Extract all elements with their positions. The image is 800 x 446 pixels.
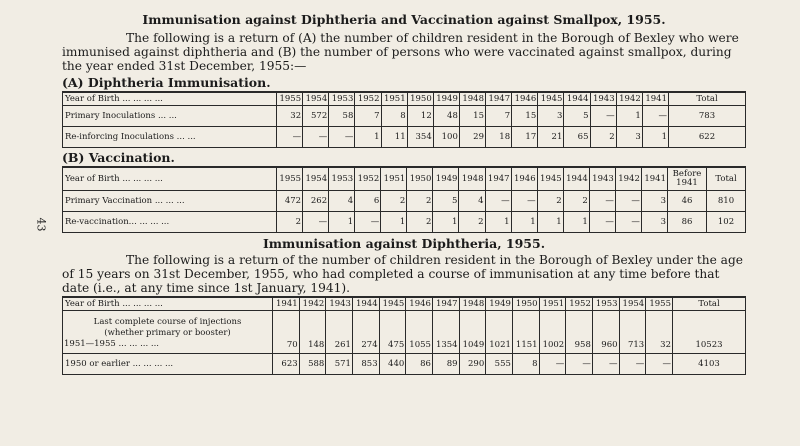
table-cell: 21 <box>538 126 564 147</box>
table-cell: 1151 <box>512 310 539 353</box>
total-header: Total <box>673 297 746 310</box>
table-cell: 65 <box>564 126 590 147</box>
before-1941-header: Before 1941 <box>668 167 707 191</box>
table-header-row <box>63 92 746 105</box>
year-header: 1950 <box>407 167 433 191</box>
year-header: 1946 <box>511 167 537 191</box>
year-header: 1947 <box>432 297 459 310</box>
table-cell: 1 <box>537 212 563 233</box>
year-header: 1945 <box>538 92 564 105</box>
table-cell: 7 <box>486 105 512 126</box>
year-header: 1952 <box>355 167 381 191</box>
year-header: 1953 <box>329 167 355 191</box>
table-cell: 958 <box>566 310 593 353</box>
year-header: 1955 <box>277 167 303 191</box>
table-cell: 2 <box>407 191 433 212</box>
table-cell: 12 <box>407 105 433 126</box>
section-b-heading: (B) Vaccination. <box>62 149 175 165</box>
table-cell: 58 <box>329 105 355 126</box>
table-cell: 15 <box>459 105 485 126</box>
section-c-heading: Immunisation against Diphtheria, 1955. <box>262 236 546 251</box>
table-cell: — <box>303 126 329 147</box>
table-cell: 1 <box>511 212 537 233</box>
row-total: 810 <box>707 191 746 212</box>
table-cell: 5 <box>564 105 590 126</box>
page-title: Immunisation against Diphtheria and Vaccination against Smallpox, 1955. <box>142 12 666 27</box>
table-cell: — <box>619 353 646 374</box>
year-header: 1952 <box>566 297 593 310</box>
table-row <box>63 353 746 374</box>
table-cell: 1 <box>355 126 381 147</box>
table-cell: 274 <box>352 310 379 353</box>
section-a-heading: (A) Diphtheria Immunisation. <box>62 75 271 90</box>
year-header: 1950 <box>407 92 433 105</box>
table-cell: 261 <box>326 310 353 353</box>
table-cell: 5 <box>433 191 459 212</box>
year-header: 1950 <box>512 297 539 310</box>
table-cell: 15 <box>512 105 538 126</box>
table-cell: 290 <box>459 353 486 374</box>
year-header: 1949 <box>433 92 459 105</box>
row-total: 783 <box>669 105 746 126</box>
table-cell: 1354 <box>432 310 459 353</box>
year-header: 1944 <box>563 167 589 191</box>
year-header: 1945 <box>379 297 406 310</box>
year-header: 1951 <box>539 297 566 310</box>
table-cell: — <box>615 191 641 212</box>
year-header: 1954 <box>303 167 329 191</box>
year-header: 1942 <box>299 297 326 310</box>
year-header: 1941 <box>641 167 667 191</box>
table-cell: 572 <box>303 105 329 126</box>
year-header: 1948 <box>459 297 486 310</box>
table-cell: 571 <box>326 353 353 374</box>
table-row <box>63 105 746 126</box>
table-cell: 623 <box>273 353 300 374</box>
table-cell: — <box>646 353 673 374</box>
table-row <box>63 126 746 147</box>
table-cell: 2 <box>459 212 485 233</box>
table-cell: 32 <box>646 310 673 353</box>
table-cell: 2 <box>277 212 303 233</box>
year-header: 1944 <box>564 92 590 105</box>
table-cell: 3 <box>538 105 564 126</box>
table-cell: 475 <box>379 310 406 353</box>
table-cell: 1 <box>616 105 642 126</box>
year-header: 1954 <box>619 297 646 310</box>
year-of-birth-label: Year of Birth ... ... ... ... <box>63 297 273 310</box>
row-label: 1950 or earlier ... ... ... ... <box>63 353 273 374</box>
table-cell: 472 <box>277 191 303 212</box>
table-cell: 1 <box>563 212 589 233</box>
row-total: 4103 <box>673 353 746 374</box>
table-cell: 1055 <box>406 310 433 353</box>
table-cell: 86 <box>406 353 433 374</box>
intro-paragraph: The following is a return of (A) the number of children resident in the Borough of Bexley who were immunised against diphtheria and (B) the number of persons who were vaccinated against smallpox, during the year ended 31st December, 1955:— <box>62 31 739 73</box>
row-total: 10523 <box>673 310 746 353</box>
table-cell: 17 <box>512 126 538 147</box>
table-cell: — <box>615 212 641 233</box>
table-cell: — <box>566 353 593 374</box>
table-cell: 2 <box>563 191 589 212</box>
vaccination-table <box>62 166 746 234</box>
table-cell: 32 <box>277 105 303 126</box>
table-cell: 8 <box>381 105 407 126</box>
table-cell: 1 <box>485 212 511 233</box>
total-header: Total <box>707 167 746 191</box>
table-cell: 1002 <box>539 310 566 353</box>
year-header: 1953 <box>592 297 619 310</box>
year-header: 1951 <box>381 167 407 191</box>
year-header: 1953 <box>329 92 355 105</box>
year-of-birth-label: Year of Birth ... ... ... ... <box>63 167 277 191</box>
table-cell: — <box>590 105 616 126</box>
table-cell: 2 <box>407 212 433 233</box>
row-total: 102 <box>707 212 746 233</box>
table-cell: 2 <box>381 191 407 212</box>
before-1941-value: 86 <box>668 212 707 233</box>
table-cell: 1049 <box>459 310 486 353</box>
table-row <box>63 191 746 212</box>
year-header: 1949 <box>486 297 513 310</box>
before-1941-value: 46 <box>668 191 707 212</box>
table-cell: 960 <box>592 310 619 353</box>
row-label: Primary Inoculations ... ... <box>63 105 277 126</box>
table-cell: — <box>539 353 566 374</box>
table-cell: — <box>589 191 615 212</box>
table-cell: — <box>329 126 355 147</box>
year-header: 1948 <box>459 167 485 191</box>
diphtheria-table <box>62 91 746 148</box>
year-header: 1945 <box>537 167 563 191</box>
table-row <box>63 310 746 353</box>
immunisation-completed-table <box>62 296 746 375</box>
year-header: 1951 <box>381 92 407 105</box>
table-cell: 1 <box>329 212 355 233</box>
table-cell: — <box>592 353 619 374</box>
table-row <box>63 212 746 233</box>
table-cell: 4 <box>459 191 485 212</box>
year-header: 1949 <box>433 167 459 191</box>
year-header: 1954 <box>303 92 329 105</box>
table-cell: — <box>303 212 329 233</box>
table-cell: — <box>355 212 381 233</box>
table-cell: — <box>589 212 615 233</box>
year-header: 1952 <box>355 92 381 105</box>
table-cell: 1 <box>433 212 459 233</box>
year-header: 1947 <box>486 92 512 105</box>
year-header: 1941 <box>273 297 300 310</box>
table-cell: 555 <box>486 353 513 374</box>
table-cell: 148 <box>299 310 326 353</box>
year-header: 1941 <box>642 92 668 105</box>
table-cell: 262 <box>303 191 329 212</box>
document-page <box>62 12 746 375</box>
table-cell: — <box>642 105 668 126</box>
table-cell: 48 <box>433 105 459 126</box>
table-cell: 4 <box>329 191 355 212</box>
table-cell: 1 <box>381 212 407 233</box>
table-cell: 1021 <box>486 310 513 353</box>
row-label: Primary Vaccination ... ... ... <box>63 191 277 212</box>
table-cell: 354 <box>407 126 433 147</box>
year-header: 1955 <box>646 297 673 310</box>
year-header: 1942 <box>615 167 641 191</box>
row-label: Last complete course of injections (whether primary or booster) 1951—1955 ... ... ... ... <box>63 310 273 353</box>
row-total: 622 <box>669 126 746 147</box>
table-cell: 440 <box>379 353 406 374</box>
table-cell: — <box>485 191 511 212</box>
row-label: Re-inforcing Inoculations ... ... <box>63 126 277 147</box>
table-header-row <box>63 297 746 310</box>
table-cell: 89 <box>432 353 459 374</box>
table-cell: 18 <box>486 126 512 147</box>
year-header: 1943 <box>589 167 615 191</box>
section-c-intro: The following is a return of the number of children resident in the Borough of Bexley under the age of 15 years on 31st December, 1955, who had completed a course of immunisation at any time before that date (i.e., at any time since 1st January, 1941). <box>62 253 743 295</box>
table-cell: 2 <box>590 126 616 147</box>
table-cell: 29 <box>459 126 485 147</box>
table-cell: 853 <box>352 353 379 374</box>
year-header: 1948 <box>459 92 485 105</box>
total-header: Total <box>669 92 746 105</box>
table-cell: 3 <box>641 212 667 233</box>
table-cell: — <box>277 126 303 147</box>
year-header: 1946 <box>406 297 433 310</box>
table-cell: — <box>511 191 537 212</box>
year-header: 1947 <box>485 167 511 191</box>
page-number: 43 <box>34 217 48 232</box>
table-cell: 2 <box>537 191 563 212</box>
table-cell: 1 <box>642 126 668 147</box>
table-cell: 6 <box>355 191 381 212</box>
table-cell: 7 <box>355 105 381 126</box>
table-cell: 3 <box>616 126 642 147</box>
year-header: 1943 <box>326 297 353 310</box>
table-cell: 70 <box>273 310 300 353</box>
table-cell: 8 <box>512 353 539 374</box>
table-cell: 100 <box>433 126 459 147</box>
table-cell: 11 <box>381 126 407 147</box>
table-cell: 713 <box>619 310 646 353</box>
year-header: 1942 <box>616 92 642 105</box>
table-cell: 3 <box>641 191 667 212</box>
year-of-birth-label: Year of Birth ... ... ... ... <box>63 92 277 105</box>
year-header: 1955 <box>277 92 303 105</box>
year-header: 1946 <box>512 92 538 105</box>
table-header-row <box>63 167 746 191</box>
year-header: 1943 <box>590 92 616 105</box>
row-label: Re-vaccination... ... ... ... <box>63 212 277 233</box>
table-cell: 588 <box>299 353 326 374</box>
year-header: 1944 <box>352 297 379 310</box>
